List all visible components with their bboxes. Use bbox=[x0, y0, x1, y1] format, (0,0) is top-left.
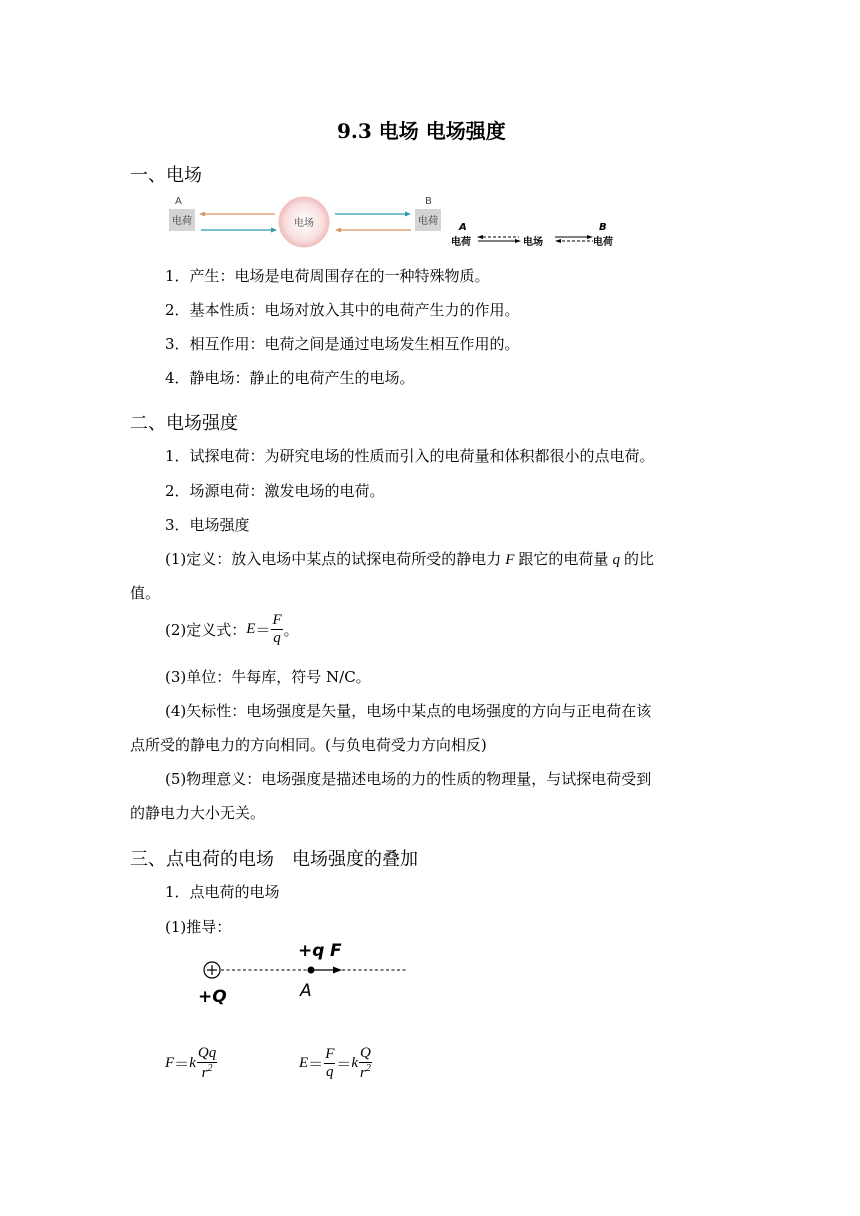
denominator: q bbox=[326, 1064, 334, 1080]
list-item: 1．产生：电场是电荷周围存在的一种特殊物质。 bbox=[165, 267, 490, 285]
source-charge-label: +Q bbox=[198, 987, 227, 1007]
list-item: 2．基本性质：电场对放入其中的电荷产生力的作用。 bbox=[165, 301, 520, 319]
denominator bbox=[197, 1063, 217, 1081]
chain-field: 电场 bbox=[523, 237, 543, 248]
meaning-line-1: (5)物理意义：电场强度是描述电场的力的性质的物理量，与试探电荷受到 bbox=[165, 770, 652, 788]
force-label: F bbox=[330, 941, 342, 961]
charge-label-a: 电荷 bbox=[172, 216, 192, 227]
point-a-label: A bbox=[300, 981, 312, 1001]
arrowhead-icon bbox=[477, 235, 483, 239]
list-item: 2．场源电荷：激发电场的电荷。 bbox=[165, 482, 385, 500]
diagram-label-a: A bbox=[175, 196, 182, 207]
arrowhead-icon bbox=[333, 967, 342, 974]
arrowhead-icon bbox=[199, 212, 205, 217]
text-span: 的比 bbox=[623, 550, 654, 568]
chain-charge-b: 电荷 bbox=[593, 237, 613, 248]
arrowhead-icon bbox=[405, 212, 411, 217]
text-span: (1)定义：放入电场中某点的试探电荷所受的静电力 bbox=[165, 550, 502, 568]
numerator: F bbox=[325, 1046, 335, 1062]
test-charge-label: +q bbox=[298, 941, 325, 961]
chain-label-a: A bbox=[459, 222, 467, 233]
diagram-label-b: B bbox=[425, 196, 432, 207]
point-charge-diagram bbox=[190, 938, 420, 1008]
charge-label-b: 电荷 bbox=[418, 216, 438, 227]
symbol-F: F bbox=[505, 552, 515, 568]
symbol-r: r bbox=[201, 1065, 208, 1081]
section-heading-point-charge: 三、点电荷的电场 电场强度的叠加 bbox=[130, 849, 418, 870]
symbol-k: k bbox=[189, 1055, 196, 1071]
exponent: 2 bbox=[365, 1063, 371, 1074]
fraction-Q-over-r2 bbox=[359, 1046, 372, 1081]
text-span: 跟它的电荷量 bbox=[518, 550, 609, 568]
symbol-E: E bbox=[246, 621, 256, 637]
definition-line-1 bbox=[165, 548, 654, 569]
list-item: 1．点电荷的电场 bbox=[165, 883, 280, 901]
numerator: Qq bbox=[197, 1045, 217, 1061]
derive-label: (1)推导： bbox=[165, 918, 232, 936]
coulomb-formula bbox=[165, 1046, 218, 1081]
numerator: Q bbox=[360, 1045, 371, 1061]
symbol-F: F bbox=[165, 1055, 175, 1071]
section-heading-field: 一、电场 bbox=[130, 165, 202, 186]
chain-label-b: B bbox=[599, 222, 607, 233]
period: 。 bbox=[283, 621, 299, 639]
arrowhead-icon bbox=[271, 228, 277, 233]
definition-formula bbox=[165, 613, 299, 646]
definition-line-2: 值。 bbox=[130, 584, 161, 602]
arrowhead-icon bbox=[335, 228, 341, 233]
denominator bbox=[359, 1063, 372, 1081]
fraction-F-over-q bbox=[271, 613, 282, 646]
list-item: 3．电场强度 bbox=[165, 516, 250, 534]
exponent: 2 bbox=[207, 1063, 213, 1074]
formula-label: (2)定义式： bbox=[165, 621, 247, 639]
numerator: F bbox=[272, 612, 282, 628]
vector-line-1: (4)矢标性：电场强度是矢量，电场中某点的电场强度的方向与正电荷在该 bbox=[165, 702, 652, 720]
fraction-F-over-q bbox=[324, 1047, 335, 1080]
arrowhead-icon bbox=[555, 239, 561, 243]
symbol-q: q bbox=[612, 552, 620, 568]
unit-line: (3)单位：牛每库，符号 N/C。 bbox=[165, 668, 371, 686]
fraction-Qq-over-r2 bbox=[197, 1046, 217, 1081]
denominator: q bbox=[273, 630, 281, 646]
symbol-r: r bbox=[360, 1065, 366, 1081]
list-item: 1．试探电荷：为研究电场的性质而引入的电荷量和体积都很小的点电荷。 bbox=[165, 447, 655, 465]
section-heading-intensity: 二、电场强度 bbox=[130, 413, 238, 434]
field-label: 电场 bbox=[294, 218, 314, 229]
equals-sign: ＝ bbox=[336, 1055, 352, 1073]
equals-sign: ＝ bbox=[174, 1055, 190, 1073]
field-interaction-diagram bbox=[165, 193, 625, 251]
symbol-k: k bbox=[351, 1055, 359, 1071]
equals-sign: ＝ bbox=[255, 621, 271, 639]
equals-sign: ＝ bbox=[308, 1055, 324, 1073]
chain-charge-a: 电荷 bbox=[451, 237, 471, 248]
field-strength-formula bbox=[299, 1046, 373, 1081]
arrowhead-icon bbox=[515, 239, 521, 243]
symbol-E: E bbox=[299, 1055, 309, 1071]
meaning-line-2: 的静电力大小无关。 bbox=[130, 804, 266, 822]
list-item: 4．静电场：静止的电荷产生的电场。 bbox=[165, 369, 415, 387]
page-title: 9.3 电场 电场强度 bbox=[337, 119, 506, 143]
vector-line-2: 点所受的静电力的方向相同。(与负电荷受力方向相反) bbox=[130, 736, 487, 754]
list-item: 3．相互作用：电荷之间是通过电场发生相互作用的。 bbox=[165, 335, 520, 353]
